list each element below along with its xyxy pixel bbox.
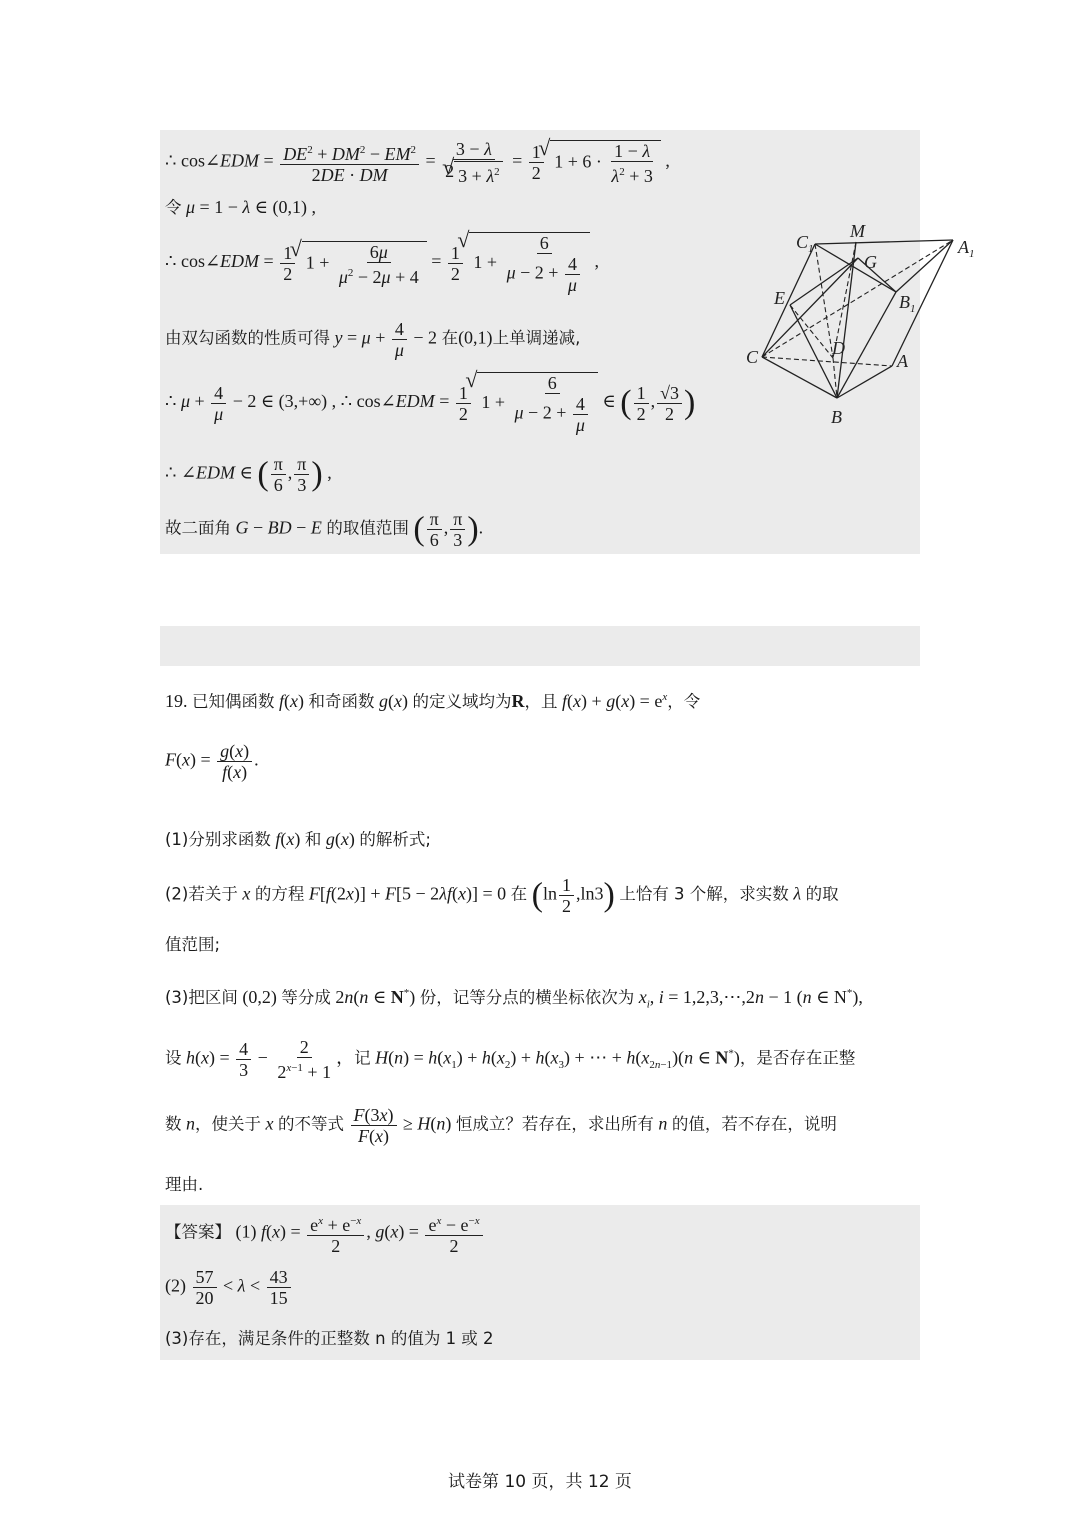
dashed-CA: [762, 357, 892, 366]
label-A1: $A_1$: [958, 237, 975, 260]
answer-line-1: 【答案】 (1) f(x) = $\frac{e^x + e^{-x}}{2}$ , g(x) = $\frac{e^x - e^{-x}}{2}$: [165, 1212, 485, 1255]
answer-line-3: (3)存在，满足条件的正整数 n 的值为 1 或 2: [165, 1329, 494, 1348]
problem-part3-d: 理由.: [165, 1175, 204, 1194]
problem-F-def: F(x) = $\frac{g(x)}{f(x)}$ .: [165, 741, 259, 782]
label-M: M: [850, 221, 865, 241]
solution-line-6: ∴ ∠EDM ∈ ( $\frac{\pi}{6}$ , $\frac{\pi}{3}$ ) ,: [165, 454, 332, 495]
problem-part2-a: (2)若关于 x 的方程 F[f(2x)] + F[5 − 2λf(x)] = 0 在 (ln $\frac{1}{2}$ ,ln3) 上恰有 3 个解，求实数 λ 的取: [165, 875, 839, 916]
label-B1: $B_1$: [899, 292, 916, 315]
solution-line-4: 由双勾函数的性质可得 y = μ + $\frac{4}{\mu}$ − 2 在(0,1)上单调递减,: [165, 319, 581, 360]
label-C1: $C_1$: [796, 232, 814, 255]
edge-B1B: [837, 292, 896, 398]
label-G: G: [864, 252, 877, 272]
answer-tag: 【答案】: [165, 1222, 231, 1242]
solution-line-2: 令 μ = 1 − λ ∈ (0,1) ,: [165, 197, 316, 217]
label-B: B: [831, 407, 842, 427]
label-A: A: [897, 351, 908, 371]
problem-part2-b: 值范围;: [165, 935, 221, 954]
label-C: C: [746, 347, 759, 367]
problem-stem: 19. 已知偶函数 f(x) 和奇函数 g(x) 的定义域均为R，且 $f(x) + g(x) = e^x$，令: [165, 691, 701, 711]
dashed-ED: [790, 305, 833, 358]
solution-line-3: ∴ cos∠EDM = $\frac{1}{2}$ √ 1 + $\frac{6\mu}{\mu^2 - 2\mu + 4}$ = $\frac{1}{2}$ √ 1 + 6 μ − 2 + $\frac{4}{\mu}$ ,: [165, 232, 599, 294]
prism-diagram: [746, 190, 975, 444]
solution-line-7: 故二面角 G − BD − E 的取值范围 ( $\frac{\pi}{6}$ , $\frac{\pi}{3}$ ).: [165, 509, 484, 550]
solution-line-5: ∴ μ + $\frac{4}{\mu}$ − 2 ∈ (3,+∞) , ∴ cos∠EDM = $\frac{1}{2}$ √ 1 + 6 μ − 2 + $\frac{4}{\mu}$ ∈ ( $\frac{1}{2}$ , $\frac{√3}{2}$ ): [165, 372, 695, 434]
solution-line-1: ∴ cos∠EDM = $\frac{DE^2 + DM^2 - EM^2}{2DE \cdot DM}$ = $\frac{3 - \lambda}{2√ 3 + \lambda^2}$ = $\frac{1}{2}$ √ 1 + 6 · $\frac{1 - \lambda}{\lambda^2 + 3}$ ,: [165, 140, 670, 185]
label-E: E: [774, 288, 785, 308]
problem-part3-c: 数 n，使关于 x 的不等式 $\frac{F(3x)}{F(x)}$ ≥ H(n) 恒成立？若存在，求出所有 n 的值，若不存在，说明: [165, 1105, 837, 1146]
problem-part3-b: 设 h(x) = $\frac{4}{3}$ − $\frac{2}{2^{x-1} + 1}$ ，记 $H(n) = h(x_1) + h(x_2) + h(x_3)$ + ⋯ + $h(x_{2n-1})(n$ ∈ N*)，是否存在正整: [165, 1037, 856, 1082]
dashed-C1D: [815, 244, 833, 358]
edge-A1B1: [896, 240, 953, 292]
edge-C1A1: [815, 240, 953, 244]
page-footer: 试卷第 10 页，共 12 页: [448, 1472, 632, 1492]
label-D: D: [832, 338, 845, 358]
edge-EB: [790, 305, 837, 398]
problem-part1: (1)分别求函数 f(x) 和 g(x) 的解析式;: [165, 829, 431, 849]
geometry-figure: [746, 190, 975, 444]
edge-CB: [762, 357, 837, 398]
blank-shade: [160, 626, 920, 666]
problem-number: 19.: [165, 691, 188, 711]
problem-part3-a: (3)把区间 (0,2) 等分成 2n(n ∈ N*) 份，记等分点的横坐标依次为 $x_i$, i = 1,2,3,⋯,2n − 1 (n ∈ N*),: [165, 987, 863, 1011]
answer-line-2: (2) $\frac{57}{20}$ < λ < $\frac{43}{15}$: [165, 1268, 293, 1307]
